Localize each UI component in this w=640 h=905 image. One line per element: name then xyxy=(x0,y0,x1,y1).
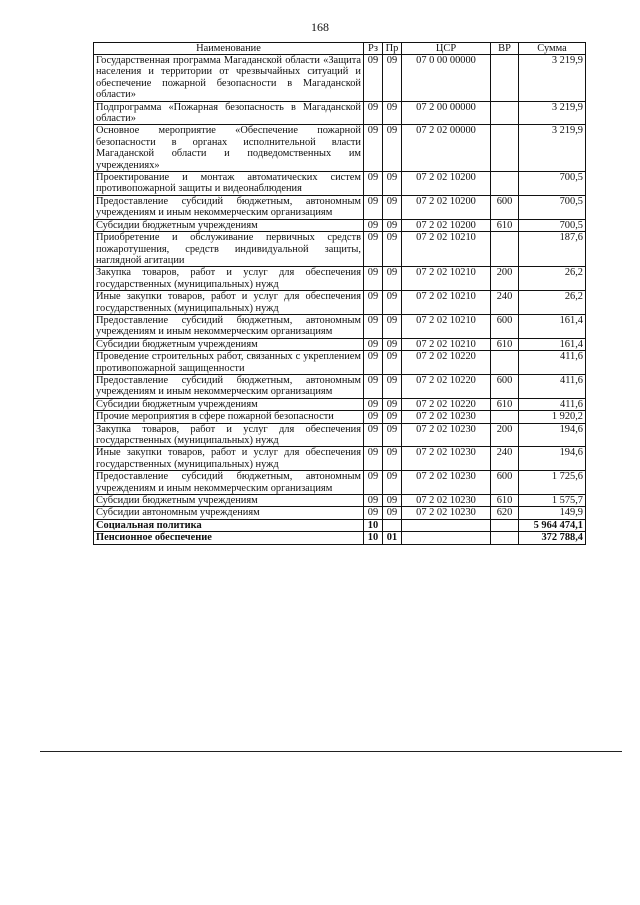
cell-name: Субсидии бюджетным учреждениям xyxy=(94,398,364,410)
cell-vr xyxy=(491,232,519,267)
cell-csr: 07 2 02 10230 xyxy=(402,471,491,495)
cell-vr xyxy=(491,411,519,423)
table-row xyxy=(94,507,586,519)
header-pr: Пр xyxy=(383,43,402,55)
cell-vr: 200 xyxy=(491,267,519,291)
cell-name: Основное мероприятие «Обеспечение пожарной безопасности в органах исполнительной власти Магаданской области и подведомственных им учреждениях» xyxy=(94,125,364,172)
header-name: Наименование xyxy=(94,43,364,55)
cell-sum: 411,6 xyxy=(519,351,586,375)
cell-rz: 09 xyxy=(364,351,383,375)
cell-pr: 09 xyxy=(383,351,402,375)
cell-csr: 07 2 02 10210 xyxy=(402,338,491,350)
cell-rz: 10 xyxy=(364,532,383,544)
cell-vr xyxy=(491,519,519,531)
cell-vr xyxy=(491,101,519,125)
cell-vr xyxy=(491,532,519,544)
table-row xyxy=(94,374,586,398)
cell-name: Предоставление субсидий бюджетным, автономным учреждениям и иным некоммерческим организациям xyxy=(94,314,364,338)
cell-rz: 09 xyxy=(364,338,383,350)
cell-rz: 09 xyxy=(364,314,383,338)
cell-vr: 610 xyxy=(491,398,519,410)
cell-pr: 09 xyxy=(383,219,402,231)
table-row xyxy=(94,532,586,544)
cell-name: Государственная программа Магаданской области «Защита населения и территории от чрезвычайных ситуаций и обеспечение пожарной безопасности в Магаданской области» xyxy=(94,55,364,102)
cell-csr: 07 2 02 10200 xyxy=(402,172,491,196)
cell-sum: 411,6 xyxy=(519,374,586,398)
cell-sum: 187,6 xyxy=(519,232,586,267)
cell-sum: 1 725,6 xyxy=(519,471,586,495)
cell-rz: 09 xyxy=(364,172,383,196)
cell-pr: 09 xyxy=(383,172,402,196)
table-row xyxy=(94,314,586,338)
cell-vr xyxy=(491,351,519,375)
cell-rz: 09 xyxy=(364,219,383,231)
cell-vr: 600 xyxy=(491,374,519,398)
cell-rz: 09 xyxy=(364,507,383,519)
table-row xyxy=(94,423,586,447)
cell-pr: 09 xyxy=(383,447,402,471)
cell-vr: 600 xyxy=(491,195,519,219)
cell-name: Иные закупки товаров, работ и услуг для обеспечения государственных (муниципальных) нужд xyxy=(94,447,364,471)
cell-sum: 700,5 xyxy=(519,219,586,231)
table-row xyxy=(94,219,586,231)
cell-sum: 161,4 xyxy=(519,314,586,338)
cell-sum: 194,6 xyxy=(519,423,586,447)
table-row xyxy=(94,447,586,471)
cell-sum: 161,4 xyxy=(519,338,586,350)
cell-csr: 07 2 02 10230 xyxy=(402,495,491,507)
cell-name: Подпрограмма «Пожарная безопасность в Магаданской области» xyxy=(94,101,364,125)
cell-rz: 09 xyxy=(364,471,383,495)
cell-name: Субсидии бюджетным учреждениям xyxy=(94,495,364,507)
cell-csr: 07 2 00 00000 xyxy=(402,101,491,125)
cell-csr: 07 2 02 10210 xyxy=(402,314,491,338)
cell-vr xyxy=(491,125,519,172)
cell-vr: 600 xyxy=(491,314,519,338)
cell-csr: 07 2 02 10220 xyxy=(402,398,491,410)
cell-pr: 09 xyxy=(383,55,402,102)
cell-rz: 09 xyxy=(364,232,383,267)
cell-name: Предоставление субсидий бюджетным, автономным учреждениям и иным некоммерческим организациям xyxy=(94,374,364,398)
cell-sum: 372 788,4 xyxy=(519,532,586,544)
cell-rz: 09 xyxy=(364,495,383,507)
cell-rz: 09 xyxy=(364,411,383,423)
cell-pr: 09 xyxy=(383,338,402,350)
cell-rz: 09 xyxy=(364,267,383,291)
table-row xyxy=(94,411,586,423)
table-row xyxy=(94,291,586,315)
cell-pr: 09 xyxy=(383,291,402,315)
cell-vr: 200 xyxy=(491,423,519,447)
cell-vr: 620 xyxy=(491,507,519,519)
cell-vr: 610 xyxy=(491,219,519,231)
budget-table xyxy=(93,42,586,545)
cell-rz: 09 xyxy=(364,55,383,102)
header-sum: Сумма xyxy=(519,43,586,55)
cell-sum: 411,6 xyxy=(519,398,586,410)
cell-rz: 09 xyxy=(364,447,383,471)
header-rz: Рз xyxy=(364,43,383,55)
page-number: 168 xyxy=(311,20,329,34)
cell-pr: 09 xyxy=(383,495,402,507)
table-row xyxy=(94,267,586,291)
cell-vr: 240 xyxy=(491,291,519,315)
cell-sum: 700,5 xyxy=(519,195,586,219)
cell-csr: 07 2 02 10220 xyxy=(402,351,491,375)
cell-pr: 09 xyxy=(383,267,402,291)
table-body xyxy=(94,55,586,545)
cell-name: Проведение строительных работ, связанных с укреплением противопожарной защищенности xyxy=(94,351,364,375)
cell-sum: 3 219,9 xyxy=(519,55,586,102)
cell-rz: 09 xyxy=(364,291,383,315)
cell-rz: 09 xyxy=(364,398,383,410)
cell-csr: 07 2 02 10200 xyxy=(402,219,491,231)
table-row xyxy=(94,232,586,267)
cell-sum: 26,2 xyxy=(519,267,586,291)
cell-csr: 07 2 02 10210 xyxy=(402,232,491,267)
cell-sum: 194,6 xyxy=(519,447,586,471)
cell-name: Проектирование и монтаж автоматических систем противопожарной защиты и видеонаблюдения xyxy=(94,172,364,196)
cell-vr: 600 xyxy=(491,471,519,495)
cell-sum: 26,2 xyxy=(519,291,586,315)
table-row xyxy=(94,195,586,219)
table-row xyxy=(94,101,586,125)
cell-name: Социальная политика xyxy=(94,519,364,531)
cell-pr: 09 xyxy=(383,101,402,125)
cell-sum: 1 575,7 xyxy=(519,495,586,507)
cell-name: Иные закупки товаров, работ и услуг для обеспечения государственных (муниципальных) нужд xyxy=(94,291,364,315)
cell-rz: 09 xyxy=(364,195,383,219)
cell-rz: 09 xyxy=(364,101,383,125)
cell-name: Субсидии бюджетным учреждениям xyxy=(94,219,364,231)
cell-vr: 240 xyxy=(491,447,519,471)
table-row xyxy=(94,351,586,375)
cell-csr: 07 2 02 10220 xyxy=(402,374,491,398)
cell-vr xyxy=(491,172,519,196)
cell-rz: 09 xyxy=(364,423,383,447)
cell-csr: 07 2 02 10230 xyxy=(402,507,491,519)
header-vr: ВР xyxy=(491,43,519,55)
cell-vr xyxy=(491,55,519,102)
cell-rz: 10 xyxy=(364,519,383,531)
cell-pr: 09 xyxy=(383,374,402,398)
cell-pr: 09 xyxy=(383,314,402,338)
cell-csr: 07 2 02 10230 xyxy=(402,411,491,423)
table-row xyxy=(94,125,586,172)
cell-name: Субсидии бюджетным учреждениям xyxy=(94,338,364,350)
cell-csr xyxy=(402,519,491,531)
cell-pr: 01 xyxy=(383,532,402,544)
header-csr: ЦСР xyxy=(402,43,491,55)
cell-csr: 07 2 02 10210 xyxy=(402,291,491,315)
cell-pr: 09 xyxy=(383,125,402,172)
cell-name: Приобретение и обслуживание первичных средств пожаротушения, средств индивидуальной защиты, наглядной агитации xyxy=(94,232,364,267)
cell-name: Предоставление субсидий бюджетным, автономным учреждениям и иным некоммерческим организациям xyxy=(94,195,364,219)
table-row xyxy=(94,55,586,102)
cell-name: Прочие мероприятия в сфере пожарной безопасности xyxy=(94,411,364,423)
table-row xyxy=(94,398,586,410)
cell-csr: 07 0 00 00000 xyxy=(402,55,491,102)
cell-pr: 09 xyxy=(383,423,402,447)
cell-pr: 09 xyxy=(383,507,402,519)
footer-divider xyxy=(40,751,622,752)
cell-sum: 700,5 xyxy=(519,172,586,196)
cell-sum: 1 920,2 xyxy=(519,411,586,423)
cell-sum: 5 964 474,1 xyxy=(519,519,586,531)
cell-csr: 07 2 02 10230 xyxy=(402,447,491,471)
cell-name: Закупка товаров, работ и услуг для обеспечения государственных (муниципальных) нужд xyxy=(94,267,364,291)
table-row xyxy=(94,172,586,196)
cell-vr: 610 xyxy=(491,338,519,350)
table-row xyxy=(94,495,586,507)
cell-pr: 09 xyxy=(383,398,402,410)
cell-name: Предоставление субсидий бюджетным, автономным учреждениям и иным некоммерческим организациям xyxy=(94,471,364,495)
table-row xyxy=(94,519,586,531)
cell-rz: 09 xyxy=(364,125,383,172)
cell-pr: 09 xyxy=(383,232,402,267)
cell-csr: 07 2 02 00000 xyxy=(402,125,491,172)
cell-csr: 07 2 02 10200 xyxy=(402,195,491,219)
table-row xyxy=(94,338,586,350)
cell-pr: 09 xyxy=(383,411,402,423)
cell-rz: 09 xyxy=(364,374,383,398)
cell-pr xyxy=(383,519,402,531)
cell-sum: 3 219,9 xyxy=(519,125,586,172)
cell-sum: 3 219,9 xyxy=(519,101,586,125)
cell-sum: 149,9 xyxy=(519,507,586,519)
cell-pr: 09 xyxy=(383,195,402,219)
table-row xyxy=(94,471,586,495)
cell-vr: 610 xyxy=(491,495,519,507)
cell-csr xyxy=(402,532,491,544)
cell-csr: 07 2 02 10210 xyxy=(402,267,491,291)
cell-name: Закупка товаров, работ и услуг для обеспечения государственных (муниципальных) нужд xyxy=(94,423,364,447)
cell-csr: 07 2 02 10230 xyxy=(402,423,491,447)
cell-pr: 09 xyxy=(383,471,402,495)
cell-name: Субсидии автономным учреждениям xyxy=(94,507,364,519)
table-header-row xyxy=(94,43,586,55)
cell-name: Пенсионное обеспечение xyxy=(94,532,364,544)
